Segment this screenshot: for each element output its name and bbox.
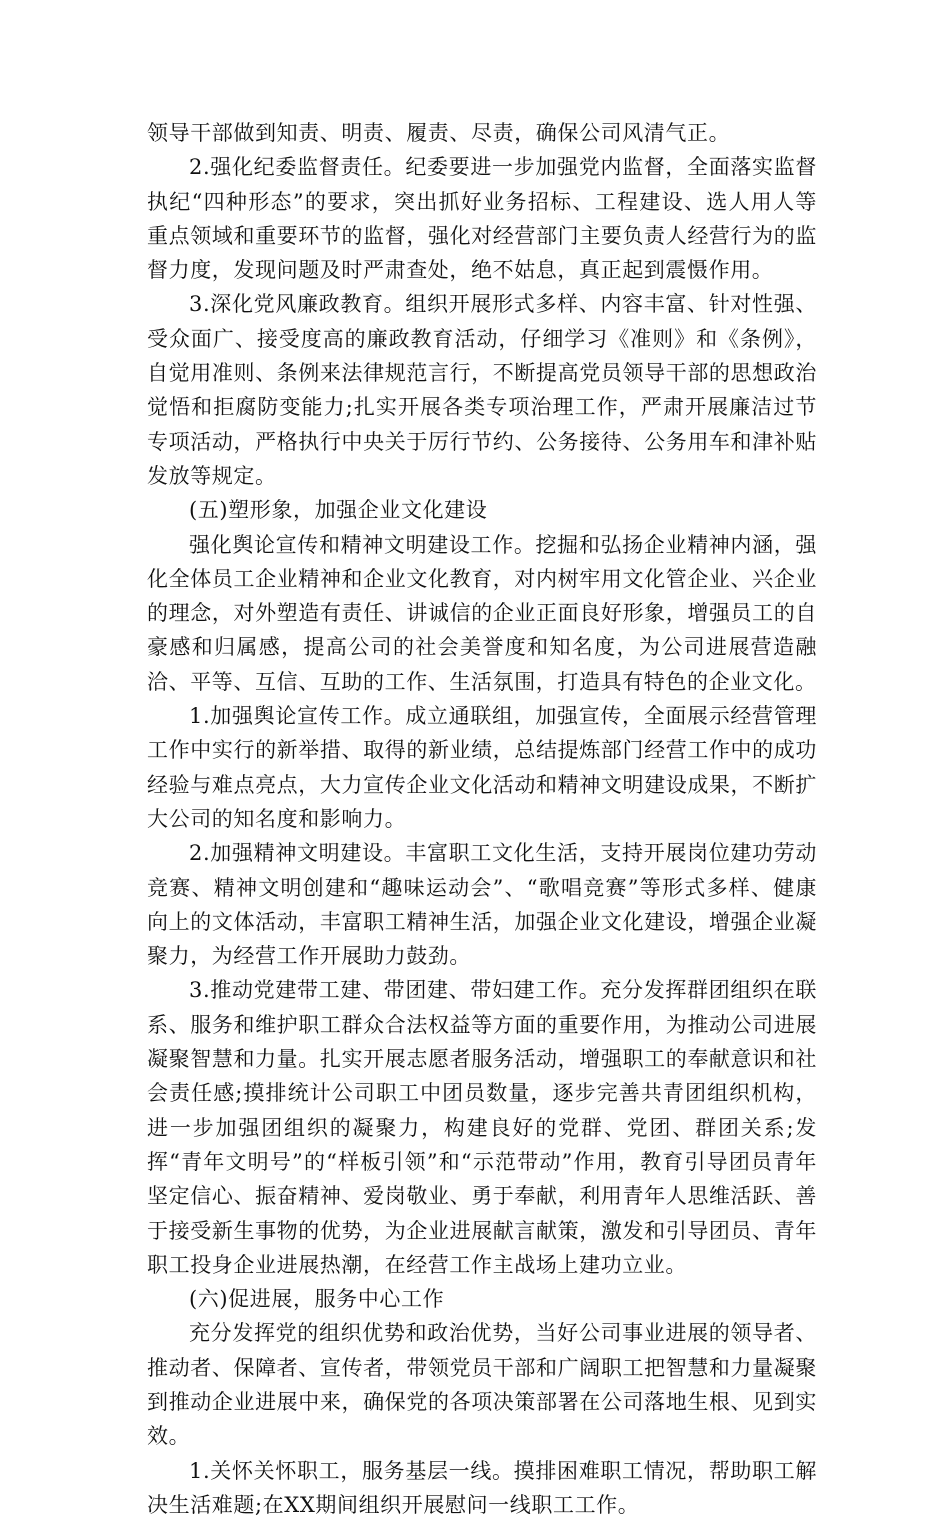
paragraph-discipline-supervision: 2.强化纪委监督责任。纪委要进一步加强党内监督，全面落实监督执纪“四种形态”的要求，突出抓好业务招标、工程建设、选人用人等重点领域和重要环节的监督，强化对经营部门主要负责人经营行为的监督力度，发现问题及时严肃查处，绝不姑息，真正起到震慑作用。 (147, 155, 817, 283)
section-heading-5: (五)塑形象，加强企业文化建设 (189, 498, 488, 523)
paragraph-civilization: 2.加强精神文明建设。丰富职工文化生活，支持开展岗位建功劳动竞赛、精神文明创建和“趣味运动会”、“歌唱竞赛”等形式多样、健康向上的文体活动，丰富职工精神生活，加强企业文化建设，增强企业凝聚力，为经营工作开展助力鼓劲。 (147, 841, 817, 969)
paragraph-publicity: 1.加强舆论宣传工作。成立通联组，加强宣传，全面展示经营管理工作中实行的新举措、取得的新业绩，总结提炼部门经营工作中的成功经验与难点亮点，大力宣传企业文化活动和精神文明建设成果，不断扩大公司的知名度和影响力。 (147, 704, 817, 831)
paragraph-care-workers: 1.关怀关怀职工，服务基层一线。摸排困难职工情况，帮助职工解决生活难题;在XX期间组织开展慰问一线职工工作。 (147, 1458, 817, 1517)
section-heading-6: (六)促进展，服务中心工作 (189, 1287, 445, 1312)
paragraph-continuation: 领导干部做到知责、明责、履责、尽责，确保公司风清气正。 (147, 121, 731, 145)
paragraph-development-intro: 充分发挥党的组织优势和政治优势，当好公司事业进展的领导者、推动者、保障者、宣传者，带领党员干部和广阔职工把智慧和力量凝聚到推动企业进展中来，确保党的各项决策部署在公司落地生根、见到实效。 (147, 1321, 817, 1449)
paragraph-integrity-education: 3.深化党风廉政教育。组织开展形式多样、内容丰富、针对性强、受众面广、接受度高的廉政教育活动，仔细学习《准则》和《条例》，自觉用准则、条例来法律规范言行，不断提高党员领导干部的思想政治觉悟和拒腐防变能力;扎实开展各类专项治理工作，严肃开展廉洁过节专项活动，严格执行中央关于厉行节约、公务接待、公务用车和津补贴发放等规定。 (147, 292, 817, 488)
document-body (147, 116, 817, 1522)
paragraph-party-building: 3.推动党建带工建、带团建、带妇建工作。充分发挥群团组织在联系、服务和维护职工群众合法权益等方面的重要作用，为推动公司进展凝聚智慧和力量。扎实开展志愿者服务活动，增强职工的奉献意识和社会责任感;摸排统计公司职工中团员数量，逐步完善共青团组织机构，进一步加强团组织的凝聚力，构建良好的党群、党团、群团关系;发挥“青年文明号”的“样板引领”和“示范带动”作用，教育引导团员青年坚定信心、振奋精神、爱岗敬业、勇于奉献，利用青年人思维活跃、善于接受新生事物的优势，为企业进展献言献策，激发和引导团员、青年职工投身企业进展热潮，在经营工作主战场上建功立业。 (147, 978, 817, 1277)
paragraph-culture-intro: 强化舆论宣传和精神文明建设工作。挖掘和弘扬企业精神内涵，强化全体员工企业精神和企业文化教育，对内树牢用文化管企业、兴企业的理念，对外塑造有责任、讲诚信的企业正面良好形象，增强员工的自豪感和归属感，提高公司的社会美誉度和知名度，为公司进展营造融洽、平等、互信、互助的工作、生活氛围，打造具有特色的企业文化。 (147, 532, 817, 694)
